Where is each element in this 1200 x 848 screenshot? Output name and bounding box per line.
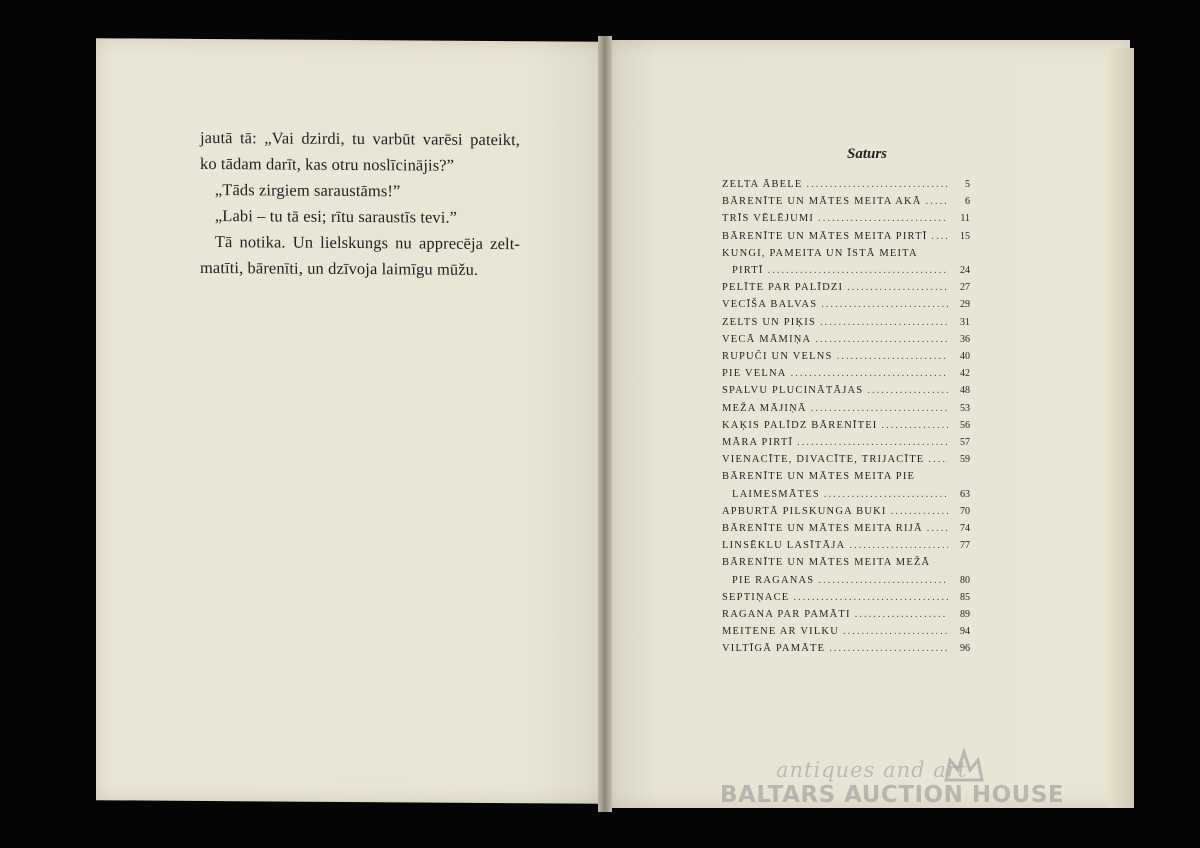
- toc-leader-dots: [882, 417, 948, 434]
- toc-page-number: 85: [960, 591, 970, 603]
- toc-entry: [722, 176, 970, 193]
- toc-entry: [722, 572, 970, 589]
- page-body-text: [200, 125, 520, 283]
- text-line: jautā tā: „Vai dzirdi, tu varbūt varēsi pateikt,: [200, 127, 520, 150]
- toc-entry-title: VILTĪGĀ PAMĀTE: [722, 643, 826, 655]
- toc-entry: [722, 400, 970, 417]
- toc-leader-dots: [926, 193, 948, 210]
- toc-leader-dots: [829, 640, 948, 657]
- toc-entry: [722, 296, 970, 313]
- toc-leader-dots: [824, 486, 948, 503]
- toc-entry-title: APBURTĀ PILSKUNGA BUKI: [722, 505, 887, 517]
- toc-entry-line: [722, 468, 970, 485]
- toc-entry-title: KAĶIS PALĪDZ BĀRENĪTEI: [722, 419, 878, 431]
- page-edges: [1108, 48, 1134, 808]
- watermark-tagline: antiques and art: [776, 758, 968, 782]
- toc-page-number: 89: [960, 609, 970, 621]
- toc-page-number: 56: [960, 419, 970, 431]
- toc-leader-dots: [849, 537, 948, 554]
- toc-entry-title: PIE RAGANAS: [732, 574, 815, 586]
- toc-page-number: 29: [960, 299, 970, 311]
- toc-entry: [722, 382, 970, 399]
- toc-entry-title: ZELTA ĀBELE: [722, 179, 803, 190]
- toc-leader-dots: [768, 262, 948, 279]
- toc-page-number: 36: [960, 333, 970, 345]
- toc-page-number: 63: [960, 488, 970, 500]
- toc-entry-title: MĀRA PIRTĪ: [722, 437, 794, 449]
- toc-leader-dots: [855, 606, 948, 623]
- text-line: „Labi – tu tā esi; rītu saraustīs tevi.”: [214, 206, 458, 227]
- toc-leader-dots: [793, 589, 948, 606]
- toc-entry: [722, 193, 970, 210]
- toc-entry-title: RAGANA PAR PAMĀTI: [722, 609, 851, 621]
- toc-leader-dots: [818, 572, 948, 589]
- toc-entry: [722, 589, 970, 606]
- toc-page-number: 27: [960, 282, 970, 294]
- toc-entry: [722, 262, 970, 279]
- toc-entry-title: PIE VELNA: [722, 368, 787, 380]
- toc-leader-dots: [931, 228, 948, 245]
- toc-leader-dots: [797, 434, 948, 451]
- toc-entry: [722, 606, 970, 623]
- left-page: [96, 38, 606, 804]
- toc-page-number: 59: [960, 454, 970, 466]
- toc-page-number: 15: [960, 230, 970, 242]
- toc-entry: [722, 365, 970, 382]
- toc-entry-title: LINSĒKLU LASĪTĀJA: [722, 540, 846, 552]
- toc-page-number: 31: [960, 316, 970, 328]
- toc-entry-title: BĀRENĪTE UN MĀTES MEITA AKĀ: [722, 196, 922, 208]
- toc-leader-dots: [843, 623, 948, 640]
- toc-page-number: 70: [960, 505, 970, 517]
- toc-entry-title: KUNGI, PAMEITA UN ĪSTĀ MEITA: [722, 247, 918, 259]
- toc-entry-title: PIRTĪ: [732, 265, 764, 277]
- toc-entry-title: TRĪS VĒLĒJUMI: [722, 213, 815, 225]
- toc-entry-title: BĀRENĪTE UN MĀTES MEITA RIJĀ: [722, 523, 923, 535]
- text-line: ko tādam darīt, kas otru noslīcinājis?”: [200, 153, 455, 175]
- toc-leader-dots: [891, 503, 948, 520]
- toc-entry-title: BĀRENĪTE UN MĀTES MEITA PIE: [722, 471, 916, 483]
- toc-entry: [722, 503, 970, 520]
- toc-page-number: 53: [960, 402, 970, 414]
- right-page: [604, 40, 1130, 808]
- toc-page-number: 80: [960, 574, 970, 586]
- toc-leader-dots: [837, 348, 948, 365]
- toc-entry-title: VECĪŠA BALVAS: [722, 299, 818, 311]
- toc-page-number: 74: [960, 523, 970, 535]
- text-line: Tā notika. Un lielskungs nu apprecēja zelt-: [214, 232, 520, 254]
- text-line: matīti, bārenīti, un dzīvoja laimīgu mūžu.: [200, 257, 479, 279]
- toc-entry-title: MEŽA MĀJIŅĀ: [722, 402, 807, 414]
- watermark-brand: BALTARS AUCTION HOUSE: [720, 782, 1065, 808]
- toc-leader-dots: [927, 520, 948, 537]
- toc-entry: [722, 417, 970, 434]
- toc-heading: Saturs: [846, 146, 888, 162]
- toc-entry: [722, 228, 970, 245]
- toc-page-number: 77: [960, 540, 970, 552]
- toc-entry: [722, 537, 970, 554]
- toc-entry: [722, 451, 970, 468]
- table-of-contents: [722, 176, 970, 658]
- toc-entry: [722, 348, 970, 365]
- toc-entry: [722, 210, 970, 227]
- toc-entry-title: MEITENE AR VILKU: [722, 626, 839, 638]
- toc-leader-dots: [815, 331, 948, 348]
- toc-entry-title: BĀRENĪTE UN MĀTES MEITA MEŽĀ: [722, 557, 931, 569]
- toc-page-number: 24: [960, 265, 970, 277]
- toc-entry-title: BĀRENĪTE UN MĀTES MEITA PIRTĪ: [722, 230, 928, 242]
- toc-page-number: 11: [960, 213, 970, 225]
- toc-entry-title: SPALVU PLUCINĀTĀJAS: [722, 385, 864, 397]
- toc-page-number: 40: [960, 351, 970, 363]
- toc-entry: [722, 520, 970, 537]
- toc-page-number: 94: [960, 626, 970, 638]
- toc-entry-title: LAIMESMĀTES: [732, 488, 820, 500]
- toc-page-number: 57: [960, 437, 970, 449]
- toc-entry-title: VIENACĪTE, DIVACĪTE, TRIJACĪTE: [722, 454, 925, 466]
- toc-entry-title: VECĀ MĀMIŅA: [722, 333, 812, 345]
- toc-entry: [722, 640, 970, 657]
- toc-entry: [722, 279, 970, 296]
- toc-entry: [722, 486, 970, 503]
- book-spine: [598, 36, 612, 812]
- toc-entry-line: [722, 245, 970, 262]
- toc-entry-title: ZELTS UN PIĶIS: [722, 316, 817, 328]
- toc-leader-dots: [807, 176, 948, 193]
- toc-page-number: 5: [965, 179, 970, 190]
- toc-leader-dots: [867, 382, 948, 399]
- toc-page-number: 42: [960, 368, 970, 380]
- toc-leader-dots: [928, 451, 948, 468]
- watermark: [712, 752, 1132, 842]
- toc-entry-title: PELĪTE PAR PALĪDZI: [722, 282, 844, 294]
- toc-entry: [722, 623, 970, 640]
- toc-entry-line: [722, 554, 970, 571]
- toc-leader-dots: [847, 279, 948, 296]
- toc-entry-title: SEPTIŅACE: [722, 591, 790, 603]
- toc-entry: [722, 434, 970, 451]
- toc-leader-dots: [818, 210, 948, 227]
- text-line: „Tāds zirgiem saraustāms!”: [214, 180, 401, 201]
- toc-leader-dots: [791, 365, 948, 382]
- toc-leader-dots: [820, 314, 948, 331]
- toc-leader-dots: [811, 400, 948, 417]
- toc-page-number: 6: [965, 196, 970, 208]
- toc-leader-dots: [821, 296, 948, 313]
- toc-page-number: 48: [960, 385, 970, 397]
- toc-entry: [722, 331, 970, 348]
- toc-entry-title: RUPUČI UN VELNS: [722, 351, 833, 363]
- toc-page-number: 96: [960, 643, 970, 655]
- toc-entry: [722, 314, 970, 331]
